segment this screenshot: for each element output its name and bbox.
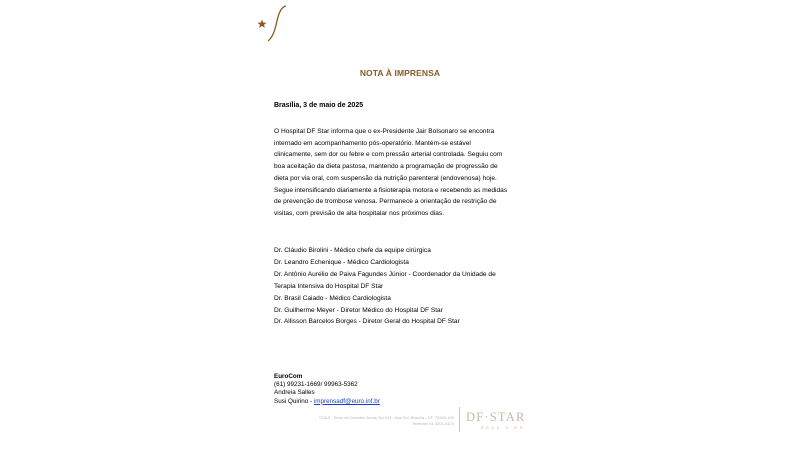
body-line: boa aceitação da dieta pastosa, mantendo a programação de progressão de [274, 163, 498, 171]
star-swoosh-logo-icon [256, 4, 296, 44]
footer-brand-subtitle: REDE D'OR [481, 426, 526, 430]
contact-person-email-row [274, 398, 380, 406]
footer-address-line: SGAS - Setor de Grandes Áreas Sul 914 - Asa Sul, Brasília - DF, 70390-140 [319, 415, 454, 420]
footer-brand-logo: DF·STAR [466, 410, 526, 424]
body-line: internado em acompanhamento pós-operatório. Mantém-se estável [274, 139, 471, 147]
contact-person: Susi Quirino - [274, 397, 314, 405]
signatory-item: Dr. Allisson Barcelos Borges - Diretor Geral do Hospital DF Star [274, 318, 460, 326]
footer-address [274, 415, 454, 427]
body-line: visitas, com previsão de alta hospitalar nos próximos dias. [274, 209, 445, 217]
contact-phones: (61) 99231-1669/ 99963-5362 [274, 381, 358, 389]
signatory-item: Dr. Cláudio Birolini - Médico chefe da equipe cirúrgica [274, 247, 431, 254]
contact-person: Andreia Salles [274, 389, 315, 397]
footer-divider [459, 407, 460, 432]
document-date: Brasília, 3 de maio de 2025 [274, 102, 364, 109]
body-line: de prevenção de trombose venosa. Permanece a orientação de restrição de [274, 198, 497, 206]
signatory-item: Dr. Brasil Caiado - Médico Cardiologista [274, 294, 391, 302]
body-line: dieta por via oral, com suspensão da nutrição parenteral (endovenosa) hoje. [274, 174, 497, 182]
signatory-item: Dr. Leandro Echenique - Médico Cardiologista [274, 258, 409, 266]
press-release-body [274, 126, 519, 220]
body-line: clinicamente, sem dor ou febre e com pressão arterial controlada. Seguiu com [274, 151, 503, 159]
footer-phone: Telefone: 61 3201-3100 [411, 421, 454, 426]
press-contact [274, 373, 380, 406]
signatory-item: Dr. Guilherme Meyer - Diretor Médico do Hospital DF Star [274, 306, 443, 314]
page-title: NOTA À IMPRENSA [359, 68, 441, 78]
contact-company: EuroCom [274, 373, 303, 380]
signatory-list [274, 245, 534, 328]
body-line: Segue intensificando diariamente a fisioterapia motora e recebendo as medidas [274, 186, 508, 194]
signatory-item: Terapia Intensiva do Hospital DF Star [274, 282, 384, 290]
body-line: O Hospital DF Star informa que o ex-Presidente Jair Bolsonaro se encontra [274, 128, 495, 135]
signatory-item: Dr. Antônio Aurélio de Paiva Fagundes Júnior - Coordenador da Unidade de [274, 270, 496, 278]
contact-email-link[interactable]: imprensadf@euro.inf.br [313, 397, 380, 405]
